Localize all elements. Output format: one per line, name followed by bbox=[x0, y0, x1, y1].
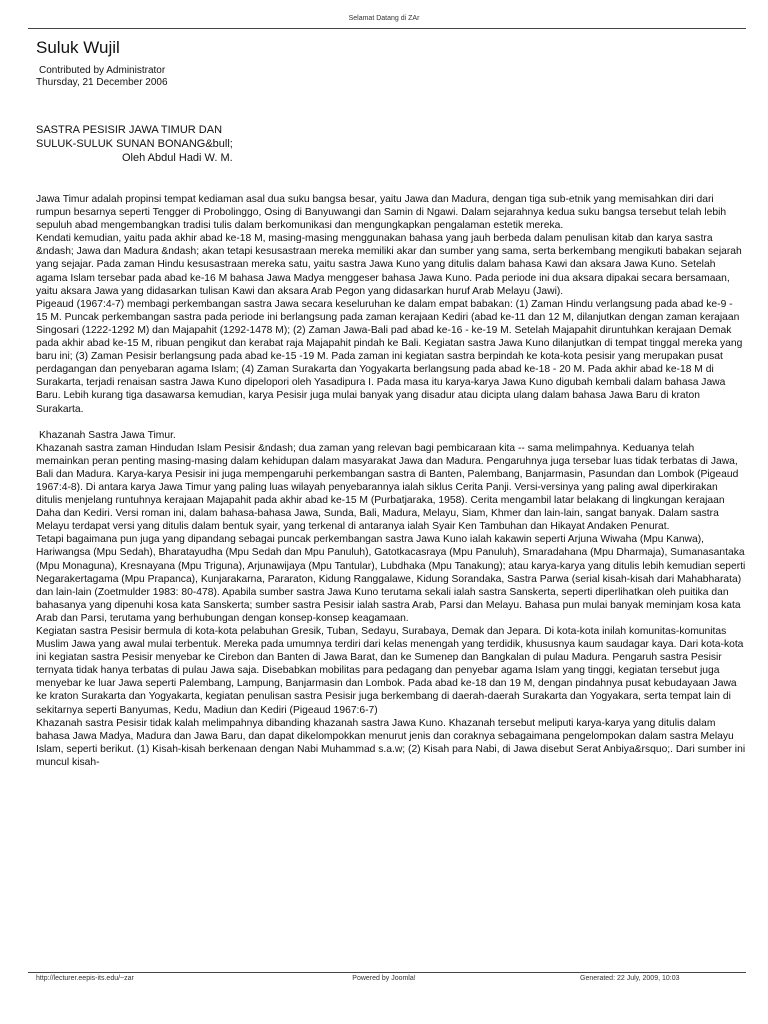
footer-powered-by[interactable]: Powered by Joomla! bbox=[352, 975, 416, 982]
paragraph: Khazanah sastra zaman Hindudan Islam Pesisir &ndash; dua zaman yang relevan bagi pembicaraan kita -- sama melimpahnya. Keduanya telah memainkan peran penting masing-masing dalam kehidupan dalam masyarakat Jawa dan Madura. Pengaruhnya juga tersebar luas tidak terbatas di Jawa, Bali dan Madura. Karya-karya Pesisir ini juga mempengaruhi perkembangan sastra di Banten, Palembang, Banjarmasin, Pasundan dan Lombok (Pigeaud 1967:4-8). Di antara karya Jawa Timur yang paling luas wilayah penyebarannya ialah siklus Cerita Panji. Versi-versinya yang paling awal diperkirakan ditulis menjelang runtuhnya kerajaan Majapahit pada akhir abad ke-15 M (Purbatjaraka, 1958). Cerita mengambil latar belakang di lingkungan kerajaan Daha dan Kediri. Versi roman ini, dalam bahasa-bahasa Jawa, Sunda, Bali, Madura, Melayu, Siam, Khmer dan lain-lain, sangat banyak. Dalam sastra Melayu terdapat versi yang ditulis dalam bentuk syair, yang terkenal di antaranya ialah Syair Ken Tambuhan dan Hikayat Andaken Penurat. bbox=[36, 442, 739, 533]
article-title: Suluk Wujil bbox=[36, 38, 120, 57]
heading-author: Oleh Abdul Hadi W. M. bbox=[122, 152, 233, 164]
footer-generated: Generated: 22 July, 2009, 10:03 bbox=[580, 975, 680, 982]
article-heading bbox=[36, 123, 233, 165]
article-meta bbox=[36, 65, 168, 89]
article-body bbox=[36, 193, 746, 769]
paragraph: Kegiatan sastra Pesisir bermula di kota-kota pelabuhan Gresik, Tuban, Sedayu, Surabaya, Demak dan Jepara. Di kota-kota inilah komunitas-komunitas Muslim Jawa yang awal mulai terbentuk. Mereka pada umumnya terdiri dari kelas menengah yang terdidik, khususnya kaum saudagar kaya. Dari kota-kota ini kegiatan sastra Pesisir menyebar ke Cirebon dan Banten di Jawa Barat, dan ke Sumenep dan Bangkalan di pulau Madura. Pengaruh sastra Pesisir ternyata tidak hanya terbatas di pulau Jawa saja. Disebabkan mobilitas para pedagang dan penyebar agama Islam yang tinggi, kegiatan tersebut juga menyebar ke luar Jawa seperti Palembang, Lampung, Banjarmasin dan Lombok. Pada abad ke-18 dan 19 M, dengan pindahnya pusat kebudayaan Jawa ke kraton Surakarta dan Yogyakarta, kegiatan penulisan sastra Pesisir juga berkembang di daerah-daerah Surakarta dan Yogyakara, serta tempat lain di sekitarnya seperti Banyumas, Kedu, Madiun dan Kediri (Pigeaud 1967:6-7) bbox=[36, 626, 744, 716]
article-date: Thursday, 21 December 2006 bbox=[36, 77, 168, 88]
site-banner: Selamat Datang di ZAr bbox=[348, 15, 420, 22]
paragraph: Pigeaud (1967:4-7) membagi perkembangan sastra Jawa secara keseluruhan ke dalam empat babakan: (1) Zaman Hindu verlangsung pada abad ke-9 - 15 M. Puncak perkembangan sastra pada periode ini berlangsung pada zaman kerajaan Kediri (abad ke-11 dan 12 M, dilanjutkan dengan zaman kerajaan Singosari (1222-1292 M) dan Majapahit (1292-1478 M); (2) Zaman Jawa-Bali pad abad ke-16 - ke-19 M. Setelah Majapahit diruntuhkan kerajaan Demak pada akhir abad ke-15 M, ribuan pengikut dan kerabat raja Majapahit pindah ke Bali. Kegiatan sastra Jawa Kuno dilanjutkan di tempat tinggal mereka yang baru ini; (3) Zaman Pesisir berlangsung pada abad ke-15 -19 M. Pada zaman ini kegiatan sastra berpindah ke kota-kota pesisir yang merupakan pusat perdagangan dan penyebaran agama Islam; (4) Zaman Surakarta dan Yogyakarta berlangsung pada abad ke-18 - 20 M. Pada akhir abad ke-18 M di Surakarta, terjadi renaisan sastra Jawa Kuno dipelopori oleh Yasadipura I. Pada masa itu karya-karya Jawa Kuno digubah kembali dalam bahasa Jawa Baru. Lebih kurang tiga dasawarsa kemudian, karya Pesisir juga mulai banyak yang disadur atau dicipta ulang dalam bahasa Jawa Baru di kraton Surakarta. bbox=[36, 298, 743, 415]
contributed-by: Contributed by Administrator bbox=[39, 65, 166, 76]
paragraph: Kendati kemudian, yaitu pada akhir abad ke-18 M, masing-masing menggunakan bahasa yang jauh berbeda dalam penulisan kitab dan karya sastra &ndash; Jawa dan Madura &ndash; akan tetapi kesusastraan mereka memiliki akar dan sumber yang sama, serta berkembang mengikuti babakan sejarah yang sejajar. Pada zaman Hindu kesusastraan mereka satu, yaitu sastra Jawa Kuno yang ditulis dalam bahasa Kawi dan aksara Jawa Kuno. Setelah agama Islam tersebar pada abad ke-16 M bahasa Jawa Madya menggeser bahasa Jawa Kuno. Pada periode ini dua aksara dipakai secara bersamaan, yaitu aksara Jawa yang didasarkan tulisan Kawi dan aksara Arab Pegon yang didasarkan huruf Arab Melayu (Jawi). bbox=[36, 233, 742, 297]
section-subheading: Khazanah Sastra Jawa Timur. bbox=[39, 429, 176, 441]
paragraph: Jawa Timur adalah propinsi tempat kediaman asal dua suku bangsa besar, yaitu Jawa dan Madura, dengan tiga sub-etnik yang memisahkan diri dari rumpun besarnya seperti Tengger di Probolinggo, Osing di Banyuwangi dan Samin di Ngawi. Dalam sejarahnya kedua suku bangsa tersebut telah lebih sepuluh abad mengembangkan tradisi tulis dalam berkomunikasi dan mengungkapkan pengalaman estetik mereka. bbox=[36, 194, 727, 232]
heading-line-2: SULUK-SULUK SUNAN BONANG&bull; bbox=[36, 138, 233, 150]
paragraph: Tetapi bagaimana pun juga yang dipandang sebagai puncak perkembangan sastra Jawa Kuno ialah kakawin seperti Arjuna Wiwaha (Mpu Kanwa), Hariwangsa (Mpu Sedah), Bharatayudha (Mpu Sedah dan Mpu Panuluh), Gatotkacasraya (Mpu Panuluh), Smaradahana (Mpu Dharmaja), Sumanasantaka (Mpu Monaguna), Kresnayana (Mpu Triguna), Arjunawijaya (Mpu Tantular), Lubdhaka (Mpu Tanakung); atau karya-karya yang ditulis lebih kemudian seperti Negarakertagama (Mpu Prapanca), Kunjarakarna, Pararaton, Kidung Ranggalawe, Kidung Sorandaka, Sastra Parwa (serial kisah-kisah dari Mahabharata) dan lain-lain (Zoetmulder 1983: 80-478). Apabila sumber sastra Jawa Kuno terutama sekali ialah sastra Sanskerta, seperti diperlihatkan oleh puitika dan bahasanya yang dipenuhi kosa kata Sanskerta; sumber sastra Pesisir ialah sastra Arab, Parsi dan Melayu. Bahasa pun mulai banyak meminjam kosa kata Arab dan Parsi, terutama yang berhubungan dengan konsep-konsep keagamaan. bbox=[36, 534, 746, 624]
paragraph: Khazanah sastra Pesisir tidak kalah melimpahnya dibanding khazanah sastra Jawa Kuno. Khazanah tersebut meliputi karya-karya yang ditulis dalam bahasa Jawa Madya, Madura dan Jawa Baru, dan dapat dikelompokkan menurut jenis dan coraknya sebagaimana pengelompokan dalam sastra Melayu Islam, seperti berikut. (1) Kisah-kisah berkenaan dengan Nabi Muhammad s.a.w; (2) Kisah para Nabi, di Jawa disebut Serat Anbiya&rsquo;. Dari sumber ini muncul kisah- bbox=[36, 717, 746, 768]
heading-line-1: SASTRA PESISIR JAWA TIMUR DAN bbox=[36, 124, 223, 136]
paragraph-spacer bbox=[36, 416, 746, 429]
top-divider bbox=[28, 28, 746, 29]
bottom-divider bbox=[28, 972, 746, 973]
footer-url[interactable]: http://lecturer.eepis-its.edu/~zar bbox=[36, 975, 134, 982]
